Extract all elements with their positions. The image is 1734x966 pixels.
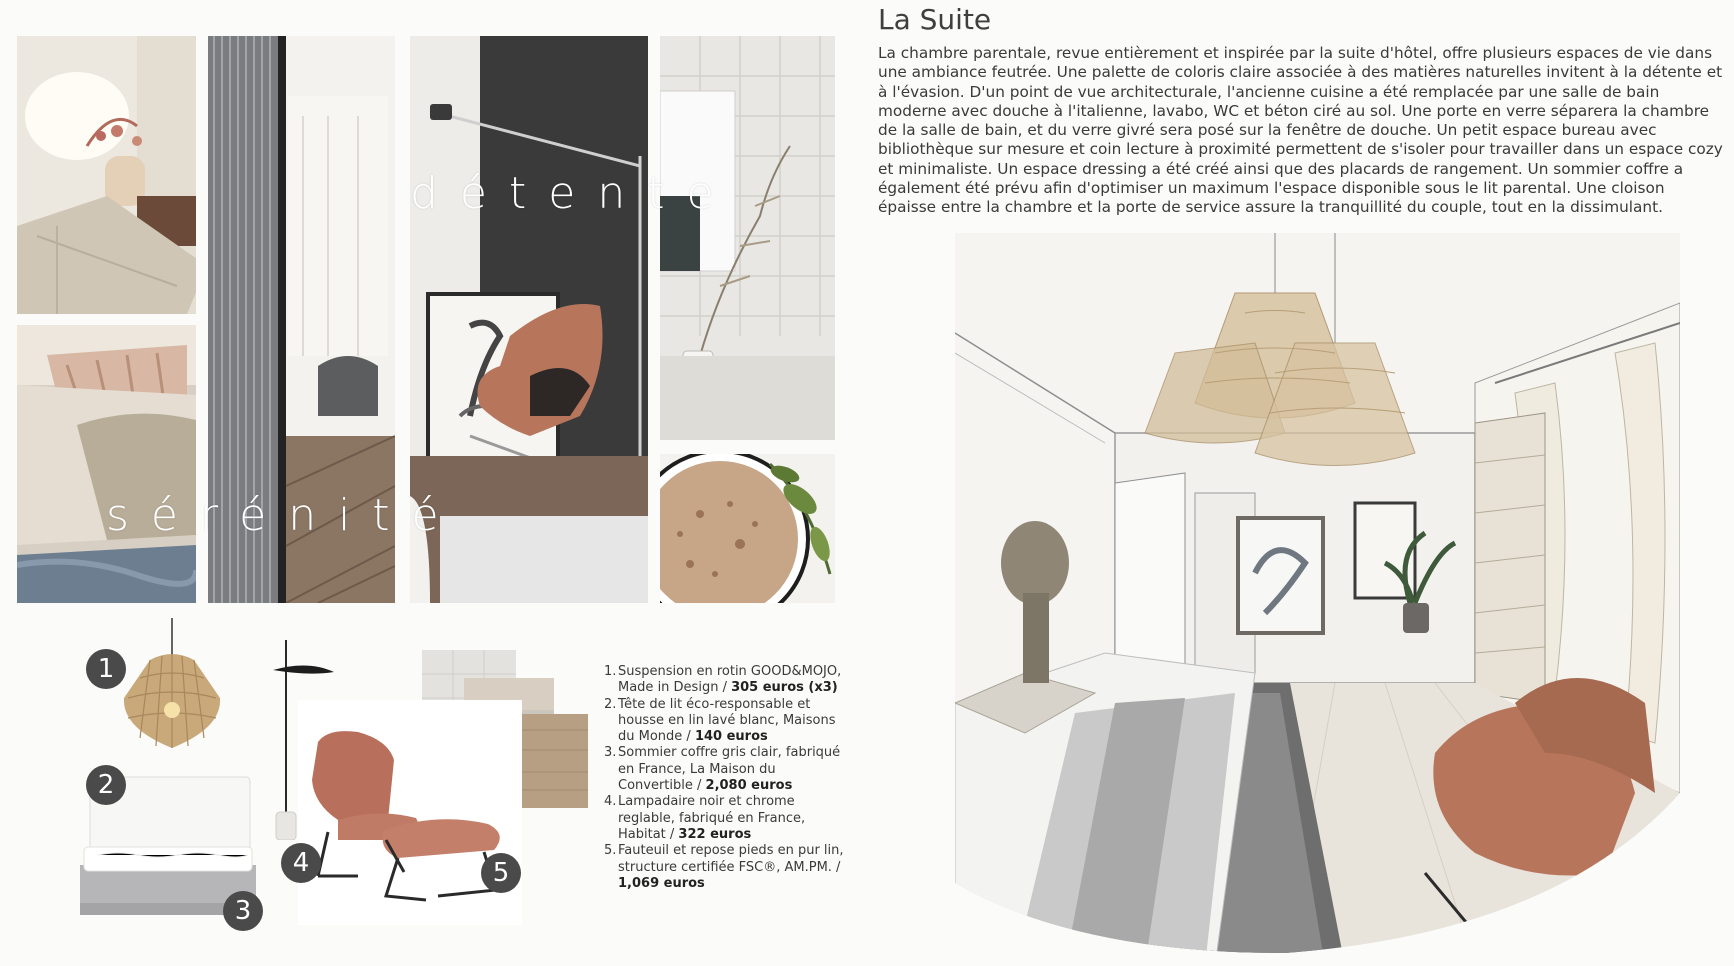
product-badge-3: 3 <box>223 891 263 931</box>
page-title: La Suite <box>878 3 992 36</box>
product-badge-1: 1 <box>86 649 126 689</box>
moodboard-word-serenite: sérénité <box>106 490 461 541</box>
product-pendant-lamp-image <box>110 618 230 754</box>
product-item-3: 3. Sommier coffre gris clair, fabriqué en France, La Maison du Convertible / 2,080 euros <box>604 745 841 794</box>
product-item-2: 2. Tête de lit éco-responsable et housse en lin lavé blanc, Maisons du Monde / 140 euros <box>604 696 836 745</box>
product-item-1: 1. Suspension en rotin GOOD&MOJO, Made in Design / 305 euros (x3) <box>604 664 842 696</box>
product-list <box>604 664 844 892</box>
moodboard-photo-lamp <box>17 36 196 314</box>
product-item-4: 4. Lampadaire noir et chrome reglable, fabriqué en France, Habitat / 322 euros <box>604 794 806 842</box>
product-badge-4: 4 <box>281 843 321 883</box>
moodboard-photo-coffee <box>660 454 835 603</box>
product-badge-2: 2 <box>86 765 126 805</box>
moodboard-photo-bedding <box>17 325 196 603</box>
product-item-5: 5. Fauteuil et repose pieds en pur lin, structure certifiée FSC®, AM.PM. / 1,069 euros <box>604 843 844 891</box>
product-badge-5: 5 <box>481 853 521 893</box>
moodboard-photo-tiles-branch <box>660 36 835 440</box>
product-armchair-image <box>298 700 522 925</box>
bedroom-sketch-illustration <box>955 233 1680 966</box>
project-description: La chambre parentale, revue entièrement et inspirée par la suite d'hôtel, offre plusieurs espaces de vie dans une ambiance feutrée. Une palette de coloris claire associée à des matières naturelles invitent à la détente et à l'évasion. D'un point de vue architecturale, l'ancienne cuisine a été remplacée par une salle de bain moderne avec douche à l'italienne, lavabo, WC et béton ciré au sol. Une porte en verre séparera la chambre de la salle de bain, et du verre givré sera posé sur la fenêtre de douche. Un petit espace bureau avec bibliothèque sur mesure et coin lecture à proximité permettent de s'isoler pour travailler dans un espace cozy et minimaliste. Un espace dressing a été créé ainsi que des placards de rangement. Un sommier coffre a également été prévu afin d'optimiser un maximum l'espace disponible sous le lit parental. Une cloison épaisse entre la chambre et la porte de service assure la tranquillité du couple, tout en la dissimulant. <box>878 44 1723 217</box>
moodboard-word-detente: détente <box>410 168 736 219</box>
